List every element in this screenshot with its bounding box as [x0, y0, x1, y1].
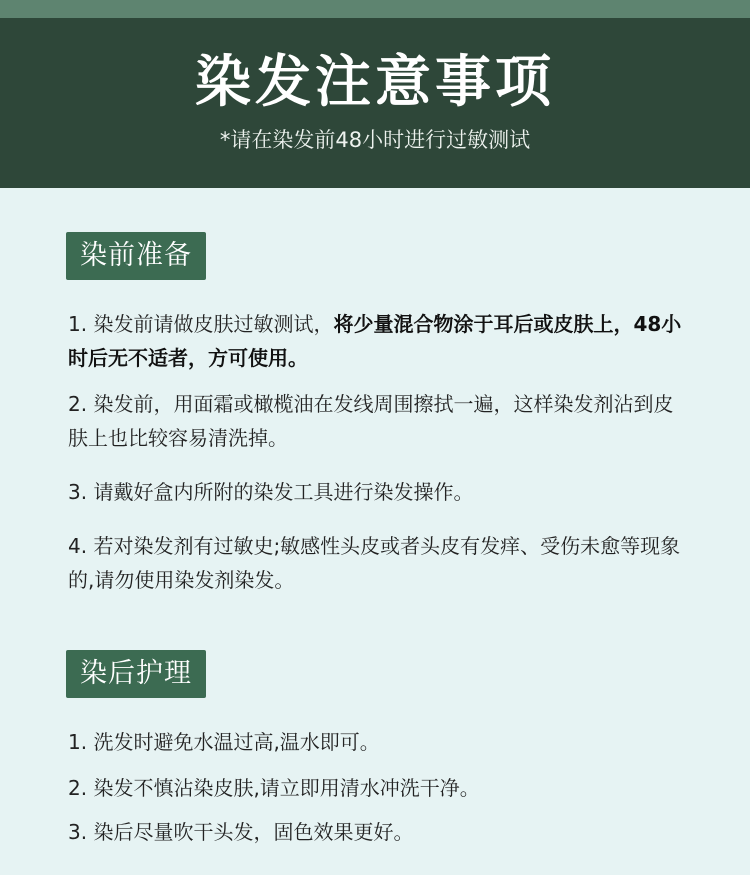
list-item: 1. 洗发时避免水温过高,温水即可。: [68, 730, 380, 754]
page-title: 染发注意事项: [195, 50, 555, 115]
list-item: 2. 染发前，用面霜或橄榄油在发线周围擦拭一遍，这样染发剂沾到皮肤上也比较容易清洗掉。: [68, 392, 674, 450]
section-tag-after-dye: 染后护理: [66, 650, 206, 698]
list-item-bold-text: 将少量混合物涂于耳后或皮肤上，48小时后无不适者，方可使用。: [68, 312, 682, 370]
list-item-text: 1. 染发前请做皮肤过敏测试，: [68, 312, 334, 336]
page-subtitle: *请在染发前48小时进行过敏测试: [219, 128, 531, 152]
header-banner: [0, 18, 750, 188]
list-item: 2. 染发不慎沾染皮肤,请立即用清水冲洗干净。: [68, 776, 480, 800]
list-item: 3. 染后尽量吹干头发，固色效果更好。: [68, 820, 414, 844]
list-item: 4. 若对染发剂有过敏史;敏感性头皮或者头皮有发痒、受伤未愈等现象的,请勿使用染发剂染发。: [68, 534, 681, 592]
section-tag-before-dye: 染前准备: [66, 232, 206, 280]
list-item: [68, 307, 688, 375]
top-decor-strip: [0, 0, 750, 18]
list-item: 3. 请戴好盒内所附的染发工具进行染发操作。: [68, 480, 474, 504]
